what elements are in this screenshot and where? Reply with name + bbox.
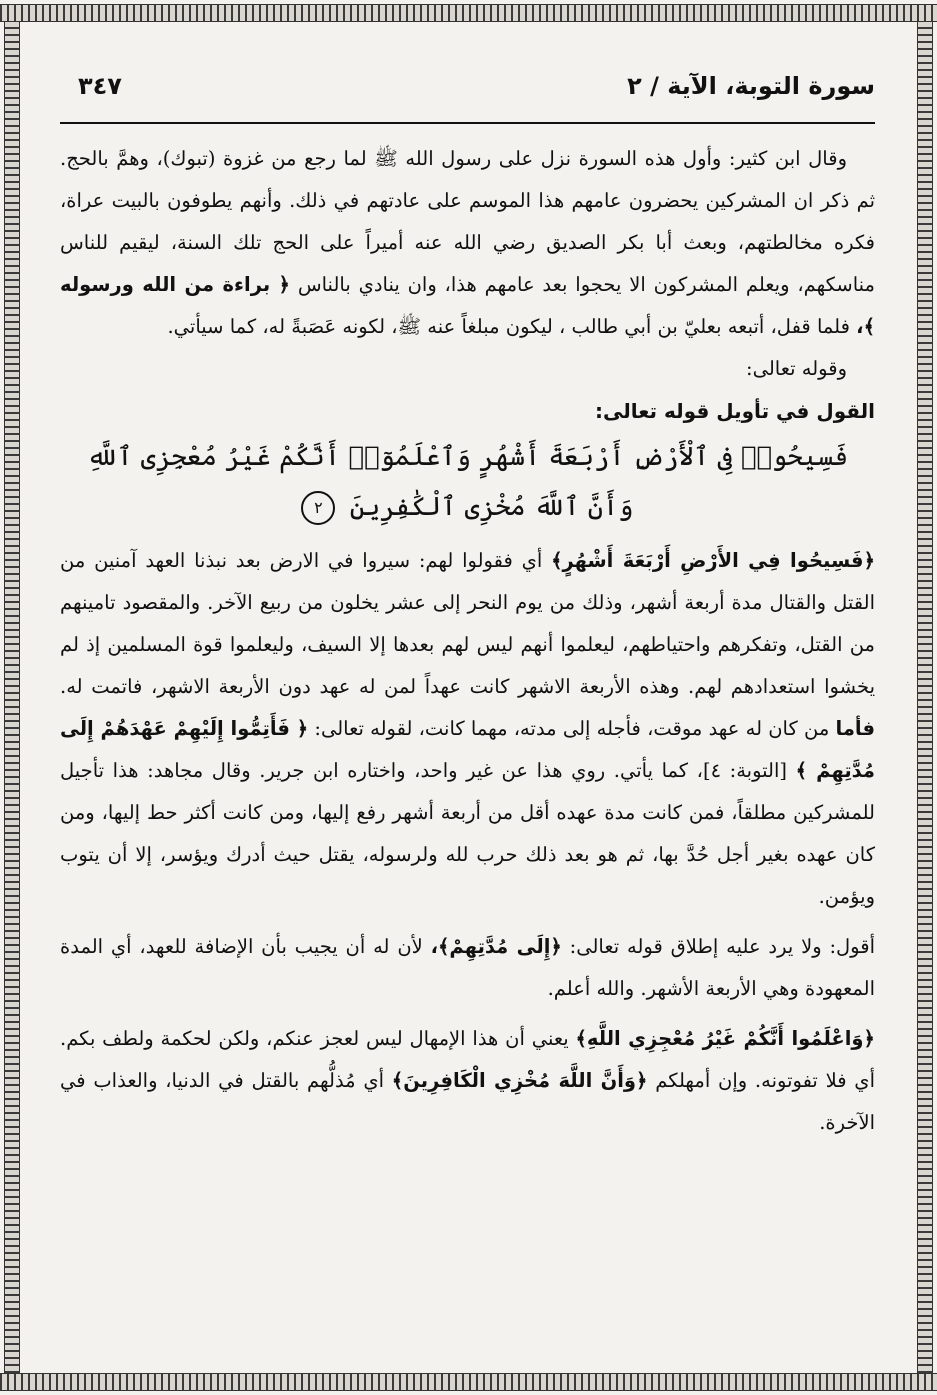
quran-quote: ﴿فَسِيحُوا فِي الأَرْضِ أَرْبَعَةَ أَشْهُرٍ﴾ — [551, 549, 875, 572]
paragraph-text: لأن له أن يجيب بأن الإضافة للعهد، أي المدة المعهودة وهي الأربعة الأشهر. والله أعلم. — [60, 935, 875, 1000]
paragraph-ibn-kathir — [60, 138, 875, 348]
paragraph-tafsir-1 — [60, 540, 875, 918]
paragraph-text: أي فقولوا لهم: سيروا في الارض بعد نبذنا العهد آمنين من القتل والقتال مدة أربعة أشهر، وذلك من يوم النحر إلى عشر يخلون من ربيع الآخر. والمقصود تامينهم من القتل، وتفكرهم واحتياطهم، ليعلموا أنهم ليس لهم بعدها إلا السيف، وليعلموا قوة المسلمين إذ لم يخشوا استعدادهم لهم. وهذه الأربعة الاشهر كانت عهداً لمن له عهد دون الأربعة الاشهر، فاتمت له. — [60, 549, 875, 698]
running-title: سورة التوبة، الآية / ٢ — [627, 72, 875, 100]
verse-text: فَسِيحُوا۟ فِى ٱلْأَرْضِ أَرْبَعَةَ أَشْهُرٍ وَٱعْلَمُوٓا۟ أَنَّكُمْ غَيْرُ مُعْجِزِى ٱللَّهِ وَأَنَّ ٱللَّهَ مُخْزِى ٱلْكَٰفِرِينَ — [86, 442, 849, 522]
paragraph-text: [التوبة: ٤]، كما يأتي. روي هذا عن غير واحد، واختاره ابن جرير. وقال مجاهد: هذا تأجيل للمشركين مطلقاً، فمن كانت مدة عهده أقل من أربعة أشهر رفع إليها، ومن كانت أكثر حط إليها، ومن كان عهده بغير أجل حُدَّ بها، ثم هو بعد ذلك حرب لله ولرسوله، يقتل حيث أدرك ويؤسر، إلا أن يتوب ويؤمن. — [60, 759, 875, 908]
page-border-left — [4, 22, 20, 1373]
paragraph-text: من كان له عهد موقت، فأجله إلى مدته، مهما كانت، لقوله تعالى: — [314, 717, 830, 740]
page-number: ٣٤٧ — [78, 72, 122, 100]
verse-heading: القول في تأويل قوله تعالى: — [595, 399, 875, 423]
paragraph-intro: وقوله تعالى: — [746, 357, 847, 380]
quran-verse — [60, 432, 875, 532]
page-header — [60, 60, 875, 124]
quran-quote: ﴿وَأَنَّ اللَّهَ مُخْزِي الْكَافِرِينَ﴾ — [391, 1069, 648, 1092]
verse-number-marker: ٢ — [301, 491, 335, 525]
paragraph-tafsir-2 — [60, 1018, 875, 1144]
paragraph-author-note — [60, 926, 875, 1010]
paragraph-text: أي مُذلُّهم بالقتل في الدنيا، والعذاب في الآخرة. — [60, 1069, 875, 1134]
emphasis-word: فأما — [835, 717, 876, 740]
quran-quote: ﴿ فَأَتِمُّوا إِلَيْهِمْ عَهْدَهُمْ إِلَى مُدَّتِهِمْ ﴾ — [60, 717, 876, 782]
quran-quote: ﴿ براءة من الله ورسوله ﴾، — [60, 273, 875, 338]
page-border-right — [917, 22, 933, 1373]
paragraph-text: وقال ابن كثير: وأول هذه السورة نزل على رسول الله ﷺ لما رجع من غزوة (تبوك)، وهمَّ بالحج. ثم ذكر ان المشركين يحضرون عامهم هذا الموسم على عادتهم في ذلك. وأنهم يطوفون بالبيت عراة، فكره مخالطتهم، وبعث أبا بكر الصديق رضي الله عنه أميراً على الحج تلك السنة، ليقيم للناس مناسكهم، ويعلم المشركون الا يحجوا بعد عامهم هذا، وان ينادي بالناس — [60, 147, 875, 296]
paragraph-text: فلما قفل، أتبعه بعليّ بن أبي طالب ، ليكون مبلغاً عنه ﷺ، لكونه عَصَبةً له، كما سيأتي. — [167, 315, 850, 338]
paragraph-text: أقول: ولا يرد عليه إطلاق قوله تعالى: — [569, 935, 875, 958]
page-body — [60, 138, 875, 1144]
quran-quote: ﴿إِلَى مُدَّتِهِمْ﴾، — [430, 935, 562, 958]
page-border-bottom — [0, 1373, 937, 1391]
paragraph-text: يعني أن هذا الإمهال ليس لعجز عنكم، ولكن لحكمة ولطف بكم. أي فلا تفوتونه. وإن أمهلكم — [60, 1027, 875, 1092]
page-border-top — [0, 4, 937, 22]
quran-quote: ﴿وَاعْلَمُوا أَنَّكُمْ غَيْرُ مُعْجِزِي اللَّهِ﴾ — [575, 1027, 875, 1050]
book-page — [60, 60, 875, 1370]
